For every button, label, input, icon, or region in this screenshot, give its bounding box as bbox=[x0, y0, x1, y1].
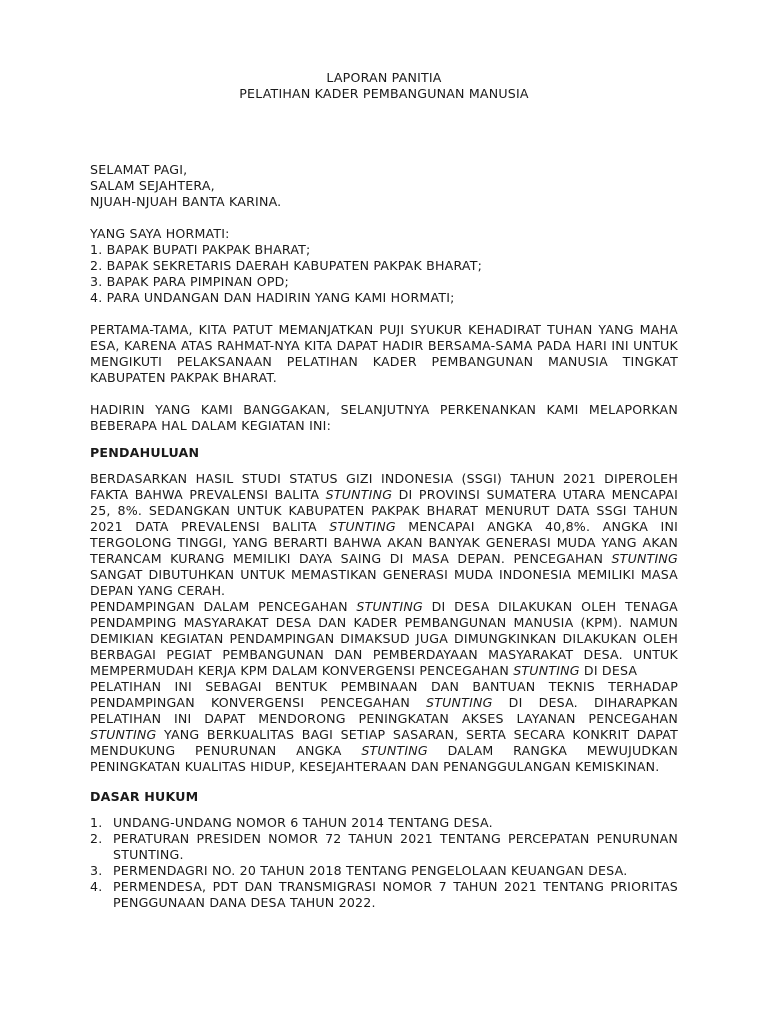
document-title: LAPORAN PANITIA bbox=[326, 70, 442, 85]
stunting-term: STUNTING bbox=[329, 519, 396, 534]
honored-block bbox=[90, 226, 678, 306]
stunting-term: STUNTING bbox=[356, 599, 423, 614]
pendahuluan-paragraph-3: PELATIHAN INI SEBAGAI BENTUK PEMBINAAN DAN BANTUAN TEKNIS TERHADAP PENDAMPINGAN KONVERGENSI PENCEGAHAN STUNTING DI DESA. DIHARAPKAN PELATIHAN INI DAPAT MENDORONG PENINGKATAN AKSES LAYANAN PENCEGAHAN STUNTING YANG BERKUALITAS BAGI SETIAP SASARAN, SERTA SECARA KONKRIT DAPAT MENDUKUNG PENURUNAN ANGKA STUNTING DALAM RANGKA MEWUJUDKAN PENINGKATAN KUALITAS HIDUP, KESEJAHTERAAN DAN PENANGGULANGAN KEMISKINAN. bbox=[90, 679, 678, 774]
list-item: 1. UNDANG-UNDANG NOMOR 6 TAHUN 2014 TENTANG DESA. bbox=[90, 815, 493, 830]
honored-item: 1. BAPAK BUPATI PAKPAK BHARAT; bbox=[90, 242, 311, 257]
honored-item: 2. BAPAK SEKRETARIS DAERAH KABUPATEN PAKPAK BHARAT; bbox=[90, 258, 483, 273]
honored-item: 4. PARA UNDANGAN DAN HADIRIN YANG KAMI HORMATI; bbox=[90, 290, 455, 305]
list-item: 4. PERMENDESA, PDT DAN TRANSMIGRASI NOMOR 7 TAHUN 2021 TENTANG PRIORITAS PENGGUNAAN DANA DESA TAHUN 2022. bbox=[90, 879, 678, 910]
greetings-block bbox=[90, 162, 678, 210]
section-heading-dasar-hukum: DASAR HUKUM bbox=[90, 789, 199, 804]
greeting-line: SALAM SEJAHTERA, bbox=[90, 178, 215, 193]
stunting-term: STUNTING bbox=[325, 487, 393, 502]
report-intro-paragraph: HADIRIN YANG KAMI BANGGAKAN, SELANJUTNYA PERKENANKAN KAMI MELAPORKAN BEBERAPA HAL DALAM KEGIATAN INI: bbox=[90, 402, 678, 433]
opening-paragraph: PERTAMA-TAMA, KITA PATUT MEMANJATKAN PUJI SYUKUR KEHADIRAT TUHAN YANG MAHA ESA, KARENA ATAS RAHMAT-NYA KITA DAPAT HADIR BERSAMA-SAMA PADA HARI INI UNTUK MENGIKUTI PELAKSANAAN PELATIHAN KADER PEMBANGUNAN MANUSIA TINGKAT KABUPATEN PAKPAK BHARAT. bbox=[90, 322, 678, 385]
section-heading-pendahuluan: PENDAHULUAN bbox=[90, 445, 200, 460]
pendahuluan-paragraph-2: PENDAMPINGAN DALAM PENCEGAHAN STUNTING DI DESA DILAKUKAN OLEH TENAGA PENDAMPING MASYARAKAT DESA DAN KADER PEMBANGUNAN MANUSIA (KPM). NAMUN DEMIKIAN KEGIATAN PENDAMPINGAN DIMAKSUD JUGA DIMUNGKINKAN DILAKUKAN OLEH BERBAGAI PEGIAT PEMBANGUNAN DAN PEMBERDAYAAN MASYARAKAT DESA. UNTUK MEMPERMUDAH KERJA KPM DALAM KONVERGENSI PENCEGAHAN STUNTING DI DESA bbox=[90, 599, 678, 678]
list-item: 3. PERMENDAGRI NO. 20 TAHUN 2018 TENTANG PENGELOLAAN KEUANGAN DESA. bbox=[90, 863, 628, 878]
greeting-line: SELAMAT PAGI, bbox=[90, 162, 188, 177]
greeting-line: NJUAH-NJUAH BANTA KARINA. bbox=[90, 194, 282, 209]
stunting-term: STUNTING bbox=[611, 551, 678, 566]
stunting-term: STUNTING bbox=[513, 663, 580, 678]
stunting-term: STUNTING bbox=[90, 727, 157, 742]
honored-intro: YANG SAYA HORMATI: bbox=[90, 226, 230, 241]
list-item: 2. PERATURAN PRESIDEN NOMOR 72 TAHUN 2021 TENTANG PERCEPATAN PENURUNAN STUNTING. bbox=[90, 831, 678, 862]
stunting-term: STUNTING bbox=[426, 695, 493, 710]
stunting-term: STUNTING bbox=[361, 743, 428, 758]
honored-item: 3. BAPAK PARA PIMPINAN OPD; bbox=[90, 274, 289, 289]
dasar-hukum-list bbox=[90, 815, 678, 911]
pendahuluan-paragraph-1: BERDASARKAN HASIL STUDI STATUS GIZI INDONESIA (SSGI) TAHUN 2021 DIPEROLEH FAKTA BAHWA PREVALENSI BALITA STUNTING DI PROVINSI SUMATERA UTARA MENCAPAI 25, 8%. SEDANGKAN UNTUK KABUPATEN PAKPAK BHARAT MENURUT DATA SSGI TAHUN 2021 DATA PREVALENSI BALITA STUNTING MENCAPAI ANGKA 40,8%. ANGKA INI TERGOLONG TINGGI, YANG BERARTI BAHWA AKAN BANYAK GENERASI MUDA YANG AKAN TERANCAM KURANG MEMILIKI DAYA SAING DI MASA DEPAN. PENCEGAHAN STUNTING SANGAT DIBUTUHKAN UNTUK MEMASTIKAN GENERASI MUDA INDONESIA MEMILIKI MASA DEPAN YANG CERAH. bbox=[90, 471, 678, 598]
document-subtitle: PELATIHAN KADER PEMBANGUNAN MANUSIA bbox=[239, 86, 529, 101]
document-page bbox=[90, 70, 678, 911]
